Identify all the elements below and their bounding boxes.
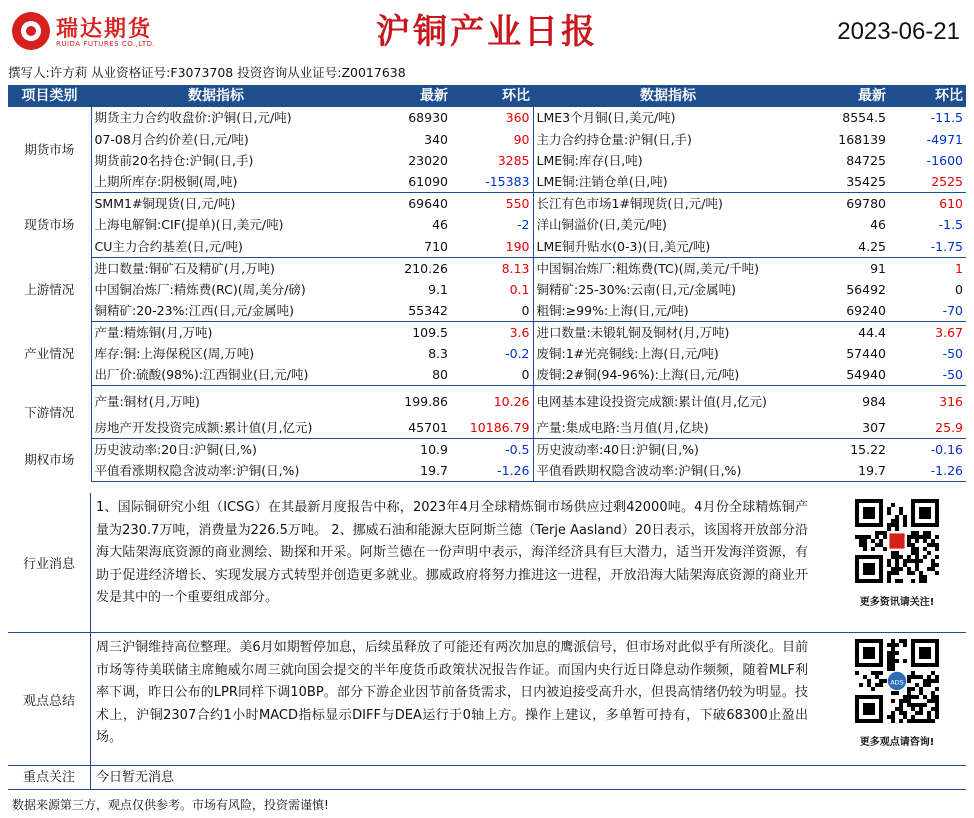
change-value-cell: 2525 (889, 171, 966, 193)
indicator-cell: 平值看跌期权隐含波动率:沪铜(日,%) (533, 460, 803, 482)
table-row (8, 460, 966, 482)
table-row (8, 300, 966, 322)
latest-value-cell: 109.5 (412, 324, 448, 340)
change-value-cell: 0 (451, 364, 533, 386)
latest-value-cell: 56492 (846, 281, 886, 297)
latest-value-cell: 710 (341, 236, 451, 258)
latest-value-cell: 68930 (408, 110, 448, 126)
indicator-cell: 上期所库存:阴极铜(周,吨) (91, 171, 341, 193)
latest-value-cell: 19.7 (803, 460, 889, 482)
indicator-cell: 铜精矿:20-23%:江西(日,元/金属吨) (91, 300, 341, 322)
industry-news-section (8, 493, 966, 633)
change-value-cell: -0.16 (930, 441, 963, 457)
indicator-cell: LME铜升贴水(0-3)(日,美元/吨) (533, 236, 803, 258)
qr-caption: 更多资讯请关注! (859, 597, 935, 608)
table-row (8, 279, 966, 300)
change-value-cell: 3.67 (935, 324, 963, 340)
indicator-cell: SMM1#铜现货(日,元/吨) (94, 196, 236, 212)
indicator-cell: 库存:铜:上海保税区(周,万吨) (94, 346, 255, 362)
logo-name: 瑞达期货 (56, 17, 153, 42)
category-cell: 期权市场 (8, 438, 91, 481)
col-indicator: 数据指标 (91, 85, 341, 107)
change-value-cell: -1.75 (889, 236, 966, 258)
indicator-cell: LME3个月铜(日,美元/吨) (536, 110, 676, 126)
qr-badge-text: ADS (890, 678, 904, 687)
latest-value-cell: 46 (870, 217, 886, 233)
table-row (8, 107, 966, 128)
indicator-cell: 进口数量:未锻轧铜及铜材(月,万吨) (536, 324, 730, 340)
latest-value-cell: 210.26 (404, 260, 448, 276)
indicator-cell: 产量:精炼铜(月,万吨) (94, 324, 213, 340)
latest-value-cell: 80 (341, 364, 451, 386)
indicator-cell: 上海电解铜:CIF(提单)(日,美元/吨) (94, 217, 284, 233)
change-value-cell: 316 (939, 394, 963, 410)
latest-value-cell: 984 (862, 394, 886, 410)
report-title: 沪铜产业日报 (376, 12, 598, 52)
table-header-row (8, 85, 966, 107)
indicator-cell: 长江有色市场1#铜现货(日,元/吨) (536, 196, 723, 212)
indicator-cell: 历史波动率:20日:沪铜(日,%) (94, 441, 257, 457)
latest-value-cell: 8.3 (428, 346, 448, 362)
latest-value-cell: 10.9 (420, 441, 448, 457)
change-value-cell: 0.1 (451, 279, 533, 300)
report-date: 2023-06-21 (837, 18, 960, 45)
change-value-cell: -70 (889, 300, 966, 322)
latest-value-cell: 307 (803, 417, 889, 439)
section-label: 观点总结 (8, 633, 91, 765)
indicator-cell: 07-08月合约价差(日,元/吨) (94, 131, 249, 147)
table-row (8, 343, 966, 364)
category-cell: 产业情况 (8, 321, 91, 385)
latest-value-cell: 57440 (846, 346, 886, 362)
table-row (8, 438, 966, 460)
key-focus-text: 今日暂无消息 (96, 770, 175, 785)
change-value-cell: 550 (451, 193, 533, 215)
indicator-cell: 历史波动率:40日:沪铜(日,%) (536, 441, 699, 457)
change-value-cell: 25.9 (889, 417, 966, 439)
change-value-cell: -1600 (926, 152, 963, 168)
latest-value-cell: 69640 (408, 196, 448, 212)
change-value-cell: -0.2 (451, 343, 533, 364)
latest-value-cell: 54940 (803, 364, 889, 386)
change-value-cell: 190 (451, 236, 533, 258)
indicator-cell: 进口数量:铜矿石及精矿(月,万吨) (94, 260, 275, 276)
indicator-cell: 粗铜:≥99%:上海(日,元/吨) (533, 300, 803, 322)
qr-caption: 更多观点请咨询! (859, 737, 935, 748)
table-row (8, 257, 966, 279)
change-value-cell: -50 (942, 346, 963, 362)
change-value-cell: -15383 (451, 171, 533, 193)
indicator-cell: LME铜:注销仓单(日,吨) (533, 171, 803, 193)
change-value-cell: 90 (451, 128, 533, 149)
category-cell: 下游情况 (8, 386, 91, 439)
latest-value-cell: 168139 (838, 131, 886, 147)
change-value-cell: 360 (451, 107, 533, 128)
viewpoint-text: 周三沪铜维持高位整理。美6月如期暂停加息，后续虽释放了可能还有两次加息的鹰派信号，但市场对此似乎有所淡化。目前市场等待美联储主席鲍威尔周三就向国会提交的半年度货币政策状况报告作证。而国内央行近日降息动作频频，随着MLF利率下调，昨日公布的LPR同样下调10BP。部分下游企业因节前备货需求，日内被迫接受高升水，但畏高情绪仍较为明显。技术上，沪铜2307合约1小时MACD指标显示DIFF与DEA运行于0轴上方。操作上建议，多单暂可持有，下破68300止盈出场。 (96, 640, 808, 745)
change-value-cell: 10186.79 (451, 417, 533, 439)
section-label: 重点关注 (8, 766, 91, 790)
logo-english-name: RUIDA FUTURES CO.,LTD. (56, 40, 156, 48)
table-row (8, 193, 966, 215)
indicator-cell: 洋山铜溢价(日,美元/吨) (536, 217, 667, 233)
latest-value-cell: 91 (870, 260, 886, 276)
latest-value-cell: 4.25 (803, 236, 889, 258)
table-row (8, 214, 966, 235)
change-value-cell: -1.26 (889, 460, 966, 482)
change-value-cell: -1.5 (938, 217, 963, 233)
latest-value-cell: 35425 (803, 171, 889, 193)
table-row (8, 236, 966, 258)
author-line: 撰写人:许方莉 从业资格证号:F3073708 投资咨询从业证号:Z0017638 (8, 65, 406, 80)
industry-news-text: 1、国际铜研究小组（ICSG）在其最新月度报告中称，2023年4月全球精炼铜市场供应过剩42000吨。4月份全球精炼铜产量为230.7万吨，消费量为226.5万吨。 2、挪威石油和能源大臣阿斯兰德（Terje Aasland）20日表示，该国将开放部分沿海大陆架海底资源的商业测绘、勘探和开采。阿斯兰德在一份声明中表示，海洋经济具有巨大潜力，适当开发海洋资源，有助于促进经济增长、实现发展方式转型并创造更多就业。挪威政府将努力推进这一进程，开放沿海大陆架海底资源的商业开发是其中的一个重要组成部分。 (96, 500, 808, 605)
category-cell: 上游情况 (8, 257, 91, 321)
indicator-cell: 出厂价:硫酸(98%):江西铜业(日,元/吨) (91, 364, 341, 386)
indicator-cell: 房地产开发投资完成额:累计值(月,亿元) (91, 417, 341, 439)
change-value-cell: 0 (955, 281, 963, 297)
key-focus-section (8, 766, 966, 790)
change-value-cell: 8.13 (451, 257, 533, 279)
qr-code-icon (855, 639, 939, 723)
latest-value-cell: 45701 (341, 417, 451, 439)
latest-value-cell: 84725 (846, 152, 886, 168)
latest-value-cell: 46 (432, 217, 448, 233)
table-row (8, 364, 966, 386)
change-value-cell: -1.26 (451, 460, 533, 482)
table-row (8, 321, 966, 343)
change-value-cell: -2 (451, 214, 533, 235)
latest-value-cell: 61090 (341, 171, 451, 193)
qr-code-block (842, 639, 952, 748)
change-value-cell: -50 (889, 364, 966, 386)
col-category: 项目类别 (8, 85, 91, 107)
col-latest-2: 最新 (803, 85, 889, 107)
change-value-cell: 3.6 (451, 321, 533, 343)
latest-value-cell: 9.1 (428, 281, 448, 297)
section-label: 行业消息 (8, 493, 91, 632)
indicator-cell: CU主力合约基差(日,元/吨) (91, 236, 341, 258)
latest-value-cell: 8554.5 (842, 110, 886, 126)
data-table (8, 85, 966, 482)
qr-code-block (842, 499, 952, 608)
indicator-cell: 产量:铜材(月,万吨) (94, 394, 200, 410)
category-cell: 现货市场 (8, 193, 91, 257)
indicator-cell: 主力合约持仓量:沪铜(日,手) (536, 131, 692, 147)
table-row (8, 386, 966, 417)
latest-value-cell: 69780 (846, 196, 886, 212)
indicator-cell: 期货前20名持仓:沪铜(日,手) (94, 152, 254, 168)
disclaimer: 数据来源第三方，观点仅供参考。市场有风险，投资需谨慎! (12, 798, 329, 812)
indicator-cell: 铜精矿:25-30%:云南(日,元/金属吨) (536, 281, 737, 297)
latest-value-cell: 55342 (341, 300, 451, 322)
latest-value-cell: 15.22 (850, 441, 886, 457)
latest-value-cell: 199.86 (404, 394, 448, 410)
viewpoint-section (8, 633, 966, 766)
change-value-cell: -4971 (926, 131, 963, 147)
indicator-cell: 中国铜冶炼厂:粗炼费(TC)(周,美元/千吨) (536, 260, 760, 276)
latest-value-cell: 44.4 (858, 324, 886, 340)
indicator-cell: LME铜:库存(日,吨) (536, 152, 643, 168)
table-row (8, 128, 966, 149)
change-value-cell: 10.26 (451, 386, 533, 417)
table-row (8, 150, 966, 171)
col-change-2: 环比 (889, 85, 966, 107)
indicator-cell: 废铜:2#铜(94-96%):上海(日,元/吨) (533, 364, 803, 386)
indicator-cell: 中国铜冶炼厂:精炼费(RC)(周,美分/磅) (94, 281, 306, 297)
table-row (8, 171, 966, 193)
table-row (8, 417, 966, 439)
latest-value-cell: 19.7 (341, 460, 451, 482)
change-value-cell: 610 (939, 196, 963, 212)
indicator-cell: 废铜:1#光亮铜线:上海(日,元/吨) (536, 346, 719, 362)
indicator-cell: 期货主力合约收盘价:沪铜(日,元/吨) (94, 110, 292, 126)
change-value-cell: 3285 (451, 150, 533, 171)
category-cell: 期货市场 (8, 107, 91, 193)
col-latest: 最新 (341, 85, 451, 107)
col-indicator-2: 数据指标 (533, 85, 803, 107)
indicator-cell: 平值看涨期权隐含波动率:沪铜(日,%) (91, 460, 341, 482)
indicator-cell: 电网基本建设投资完成额:累计值(月,亿元) (536, 394, 767, 410)
latest-value-cell: 69240 (803, 300, 889, 322)
latest-value-cell: 23020 (408, 152, 448, 168)
change-value-cell: -11.5 (930, 110, 963, 126)
col-change: 环比 (451, 85, 533, 107)
change-value-cell: -0.5 (451, 438, 533, 460)
change-value-cell: 1 (955, 260, 963, 276)
qr-code-icon (855, 499, 939, 583)
latest-value-cell: 340 (424, 131, 448, 147)
indicator-cell: 产量:集成电路:当月值(月,亿块) (533, 417, 803, 439)
report-header (0, 0, 974, 62)
change-value-cell: 0 (451, 300, 533, 322)
